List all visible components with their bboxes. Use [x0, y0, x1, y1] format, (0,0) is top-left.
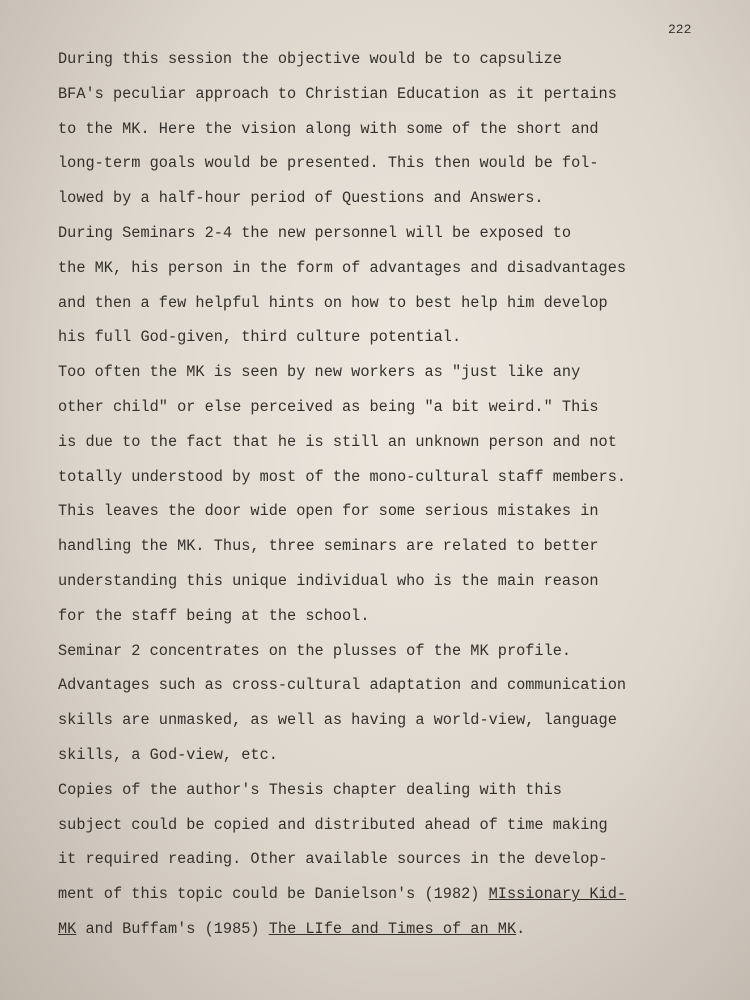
book-title: The LIfe and Times of an MK	[268, 919, 517, 938]
text-line: it required reading. Other available sources in the develop-	[58, 850, 608, 869]
text-line: and then a few helpful hints on how to best help him develop	[58, 293, 608, 312]
text-line: Copies of the author's Thesis chapter dealing with this	[58, 780, 562, 799]
book-title: MK	[58, 919, 77, 938]
text-line: other child" or else perceived as being "a bit weird." This	[58, 397, 599, 416]
text-segment: .	[516, 919, 526, 938]
text-line: totally understood by most of the mono-cultural staff members.	[58, 467, 627, 486]
text-line: skills are unmasked, as well as having a world-view, language	[58, 711, 617, 730]
text-line: BFA's peculiar approach to Christian Education as it pertains	[58, 84, 617, 103]
text-line: Advantages such as cross-cultural adaptation and communication	[58, 676, 627, 695]
body-text	[58, 42, 718, 947]
text-line: During this session the objective would be to capsulize	[58, 50, 562, 68]
text-line: to the MK. Here the vision along with some of the short and	[58, 119, 599, 138]
text-line: for the staff being at the school.	[58, 606, 370, 625]
text-line	[58, 912, 708, 947]
text-segment: ment of this topic could be Danielson's (1982)	[58, 885, 489, 904]
text-line: long-term goals would be presented. This then would be fol-	[58, 154, 599, 173]
text-line: Seminar 2 concentrates on the plusses of the MK profile.	[58, 641, 572, 660]
page-number: 222	[668, 22, 692, 37]
text-line: handling the MK. Thus, three seminars are related to better	[58, 537, 599, 556]
book-title: MIssionary Kid-	[488, 885, 627, 904]
text-line: understanding this unique individual who is the main reason	[58, 571, 599, 590]
text-line: During Seminars 2-4 the new personnel will be exposed to	[58, 223, 572, 242]
text-line: Too often the MK is seen by new workers as "just like any	[58, 363, 581, 382]
text-segment: and Buffam's (1985)	[76, 919, 269, 938]
text-line: skills, a God-view, etc.	[58, 745, 278, 764]
text-line: lowed by a half-hour period of Questions and Answers.	[58, 189, 544, 208]
text-line: This leaves the door wide open for some serious mistakes in	[58, 502, 599, 521]
text-line: his full God-given, third culture potential.	[58, 328, 462, 347]
text-line: is due to the fact that he is still an unknown person and not	[58, 432, 617, 451]
text-line: subject could be copied and distributed ahead of time making	[58, 815, 608, 834]
text-line: the MK, his person in the form of advantages and disadvantages	[58, 258, 627, 277]
text-line	[58, 877, 708, 912]
